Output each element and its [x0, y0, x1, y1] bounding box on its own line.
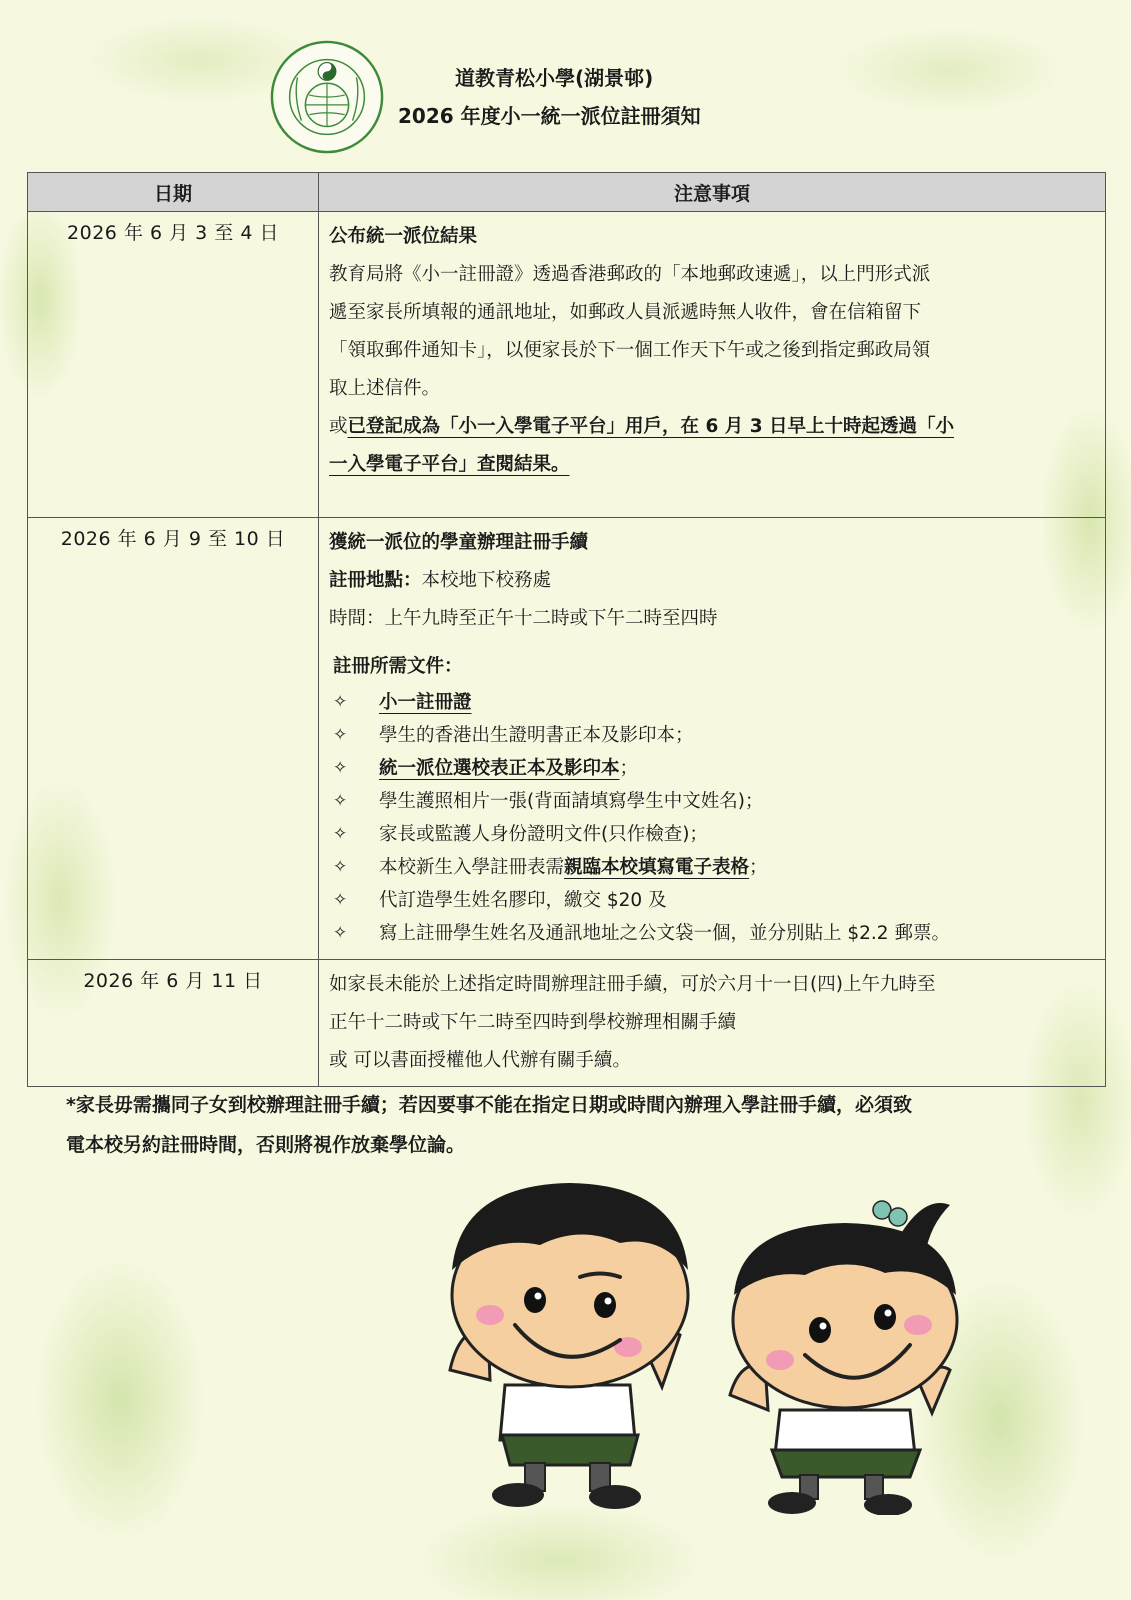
table-row: [28, 212, 1106, 518]
diamond-star-icon: ✧: [333, 725, 348, 745]
text-prefix: 或: [329, 416, 348, 437]
list-item: [329, 785, 1097, 818]
row-notes: [319, 212, 1106, 518]
emphasis-text: 一入學電子平台」查閱結果。: [329, 454, 570, 475]
document-item: 本校新生入學註冊表需: [379, 857, 565, 878]
footnote-line: 電本校另約註冊時間，否則將視作放棄學位論。: [66, 1134, 466, 1156]
place-line: [329, 562, 1097, 600]
diamond-star-icon: ✧: [333, 692, 348, 712]
list-item: [329, 851, 1097, 884]
paragraph-line: 遞至家長所填報的通訊地址，如郵政人員派遞時無人收件，會在信箱留下: [329, 302, 922, 323]
document-item-tail: ；: [749, 857, 768, 878]
document-item: 統一派位選校表正本及影印本: [379, 758, 620, 779]
documents-list: [329, 686, 1097, 950]
cartoon-children-illustration: [430, 1165, 990, 1515]
school-logo: [268, 38, 386, 156]
place-value: 本校地下校務處: [421, 570, 552, 591]
registration-table: [27, 172, 1106, 1087]
row-date: 2026 年 6 月 3 至 4 日: [28, 212, 319, 518]
date-column-header: 日期: [28, 173, 319, 212]
list-item: [329, 752, 1097, 785]
document-item: 學生的香港出生證明書正本及影印本；: [379, 725, 694, 746]
documents-heading: 註冊所需文件：: [333, 656, 463, 677]
row-date: 2026 年 6 月 9 至 10 日: [28, 518, 319, 960]
row-notes: [319, 960, 1106, 1087]
footnote: [66, 1085, 1076, 1165]
diamond-star-icon: ✧: [333, 890, 348, 910]
diamond-star-icon: ✧: [333, 824, 348, 844]
document-item: 小一註冊證: [379, 692, 472, 713]
paragraph-line: 教育局將《小一註冊證》透過香港郵政的「本地郵政速遞」，以上門形式派: [329, 264, 931, 285]
paragraph-line: 正午十二時或下午二時至四時到學校辦理相關手續: [329, 1012, 737, 1033]
diamond-star-icon: ✧: [333, 758, 348, 778]
paragraph-line: 或 可以書面授權他人代辦有關手續。: [329, 1050, 631, 1071]
paragraph-line: 如家長未能於上述指定時間辦理註冊手續，可於六月十一日(四)上午九時至: [329, 974, 936, 995]
document-item: 代訂造學生姓名膠印，繳交 $20 及: [379, 890, 667, 911]
footnote-line: *家長毋需攜同子女到校辦理註冊手續；若因要事不能在指定日期或時間內辦理入學註冊手續，必須致: [66, 1094, 912, 1116]
row-heading: 公布統一派位結果: [329, 226, 478, 247]
document-item: 家長或監護人身份證明文件(只作檢查)；: [379, 824, 708, 845]
row-notes: [319, 518, 1106, 960]
row-heading: 獲統一派位的學童辦理註冊手續: [329, 532, 589, 553]
diamond-star-icon: ✧: [333, 791, 348, 811]
document-item: 學生護照相片一張(背面請填寫學生中文姓名)；: [379, 791, 764, 812]
list-item: [329, 818, 1097, 851]
list-item: [329, 917, 1097, 950]
list-item: [329, 719, 1097, 752]
place-label: 註冊地點：: [329, 570, 422, 591]
notes-column-header: 注意事項: [319, 173, 1106, 212]
page-header: [0, 38, 1131, 148]
table-row: [28, 518, 1106, 960]
diamond-star-icon: ✧: [333, 923, 348, 943]
emphasis-text: 親臨本校填寫電子表格: [564, 857, 750, 878]
time-line: 時間：上午九時至正午十二時或下午二時至四時: [329, 608, 718, 629]
list-item: [329, 686, 1097, 719]
paragraph-line: 「領取郵件通知卡」，以便家長於下一個工作天下午或之後到指定郵政局領: [329, 340, 931, 361]
girl-figure: [730, 1201, 957, 1515]
document-item: 寫上註冊學生姓名及通訊地址之公文袋一個，並分別貼上 $2.2 郵票。: [379, 923, 950, 944]
emphasis-text: 已登記成為「小一入學電子平台」用戶，在 6 月 3 日早上十時起透過「小: [347, 416, 955, 437]
paragraph-line: 取上述信件。: [329, 378, 441, 399]
paragraph-line: [329, 408, 1097, 446]
paragraph-line: [329, 446, 1097, 484]
school-name: 道教青松小學(湖景邨): [455, 66, 654, 90]
list-item: [329, 884, 1097, 917]
document-title: 2026 年度小一統一派位註冊須知: [398, 104, 701, 128]
table-row: [28, 960, 1106, 1087]
table-header-row: [28, 173, 1106, 212]
document-item-tail: ；: [619, 758, 639, 779]
row-date: 2026 年 6 月 11 日: [28, 960, 319, 1087]
boy-figure: [450, 1183, 688, 1509]
diamond-star-icon: ✧: [333, 857, 348, 877]
